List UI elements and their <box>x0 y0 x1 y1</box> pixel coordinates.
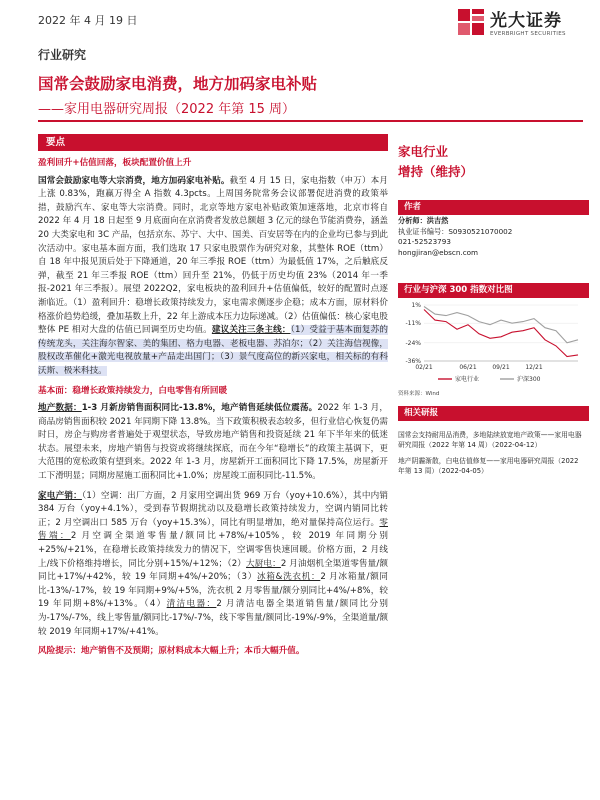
legend-label: 家电行业 <box>455 376 480 383</box>
risk-warning: 风险提示：地产销售不及预期；原材料成本大幅上升；本币大幅升值。 <box>38 646 305 657</box>
logo-text-en: EVERBRIGHT SECURITIES <box>490 31 566 37</box>
legend-label: 沪深300 <box>517 376 541 383</box>
main-column <box>38 134 388 659</box>
related-bar: 相关研报 <box>398 406 589 421</box>
chart-bar: 行业与沪深 300 指数对比图 <box>398 283 589 298</box>
related-reports <box>398 430 583 476</box>
report-date: 2022 年 4 月 19 日 <box>38 14 138 27</box>
doc-type: 行业研究 <box>38 48 87 62</box>
email: hongjiran@ebscn.com <box>398 247 479 257</box>
page-title: 国常会鼓励家电消费，地方加码家电补贴 <box>38 75 318 93</box>
logo-text: 光大证券 <box>490 11 562 31</box>
y-tick-label: -24% <box>405 339 421 347</box>
y-tick-label: -36% <box>405 358 421 365</box>
x-tick-label: 09/21 <box>492 364 510 371</box>
page-subtitle: ——家用电器研究周报（2022 年第 15 周） <box>38 102 296 117</box>
x-tick-label: 02/21 <box>415 364 433 371</box>
header-divider <box>38 120 583 122</box>
x-tick-label: 12/21 <box>525 364 543 371</box>
paragraph-3: 家电产销：（1）空调：出厂方面，2 月家用空调出货 969 万台（yoy+10.6%），其中内销 384 万台（yoy+4.1%），受到春节假期扰动以及稳增长政策持续发力，空调内销同比转正；2 月空调出口 585 万台（yoy+15.3%），同比有明显增加，绝对量保持高位运行。零售端：2 月空调全渠道零售量/额同比+78%/+105%，较 2019 年同期分别+25%/+21%，在稳增长政策持续发力的情况下，空调零售快速回暖。价格方面，2 月线上/线下价格维持增长，同比分别+15%/+12%；（2）大厨电：2 月油烟机全渠道零售量/额同比+17%/+42%，较 19 年同期+4%/+20%；（3）冰箱&洗衣机：2 月冰箱量/额同比-13%/-17%，较 19 年同期+9%/+5%，洗衣机 2 月零售量/额分别同比+4%/+8%，较 19 年同期+8%/+13%。（4）清洁电器：2 月清洁电器全渠道销售量/额同比分别为-17%/-7%，线上零售量/额同比-17%/-7%，线下零售量/额同比-19%/-9%，全渠道量/额较 2019 年同期+17%/+41%。 <box>38 490 388 637</box>
cert-number: 执业证书编号：S0930521070002 <box>398 226 513 236</box>
logo-mark-icon <box>458 9 484 35</box>
index-chart <box>398 299 583 391</box>
section-heading-2: 基本面：稳增长政策持续发力，白电零售有所回暖 <box>38 385 228 396</box>
phone: 021-52523793 <box>398 237 451 246</box>
y-tick-label: -11% <box>405 320 421 328</box>
section-heading-1: 盈利回升+估值回落，板块配置价值上升 <box>38 158 192 168</box>
rating: 增持（维持） <box>398 164 474 179</box>
logo <box>458 6 566 37</box>
author-info <box>398 216 583 258</box>
author-bar: 作者 <box>398 200 589 215</box>
section-bar-highlights: 要点 <box>38 134 388 151</box>
chart-svg <box>398 299 583 387</box>
related-item[interactable]: 地产阴霾渐散，白电估值修复——家用电器研究周报（2022 年第 13 周）（2022-04-05） <box>398 457 579 475</box>
related-item[interactable]: 国常会支持耐用品消费，多地陆续放宽地产政策——家用电器研究周报（2022 年第 14 周）（2022-04-12） <box>398 431 582 449</box>
chart-source: 资料来源：Wind <box>398 391 440 397</box>
industry-name: 家电行业 <box>398 144 449 159</box>
analyst-name: 分析师：洪吉然 <box>398 216 449 225</box>
paragraph-1: 国常会鼓励家电等大宗消费，地方加码家电补贴。截至 4 月 15 日，家电指数（申万）本月上涨 0.83%，跑赢万得全 A 指数 4.3pcts。上周国务院常务会议部署促进消费的政策举措，鼓励汽车、家电等大宗消费。同时，北京等地方家电补贴政策加速落地，北京市将自 2022 年 4 月 18 日起至 9 月底面向在京消费者发放总额超 3 亿元的绿色节能消费券，涵盖 20 大类家电和 3C 产品，包括京东、苏宁、大中、国美、百安居等在内的企业均已参与到此次活动中。家电基本面方面，我们选取 17 只家电股票作为研究对象，其整体 ROE（ttm）自 18 年中报见顶后处于下降通道，20 年三季报 ROE（ttm）为最低值 17%，之后触底反弹，截至 21 年三季报 ROE（ttm）回升至 21%，仍低于历史均值 23%（2014 年一季报-2021 年三季报）。展望 2022Q2，家电板块的盈利回升+估值偏低，较好的配置时点逐渐临近。（1）盈利回升：稳增长政策持续发力，家电需求侧逐步企稳；成本方面，原材料价格涨价趋势趋缓，叠加基数上升，22 年上游成本压力边际递减。（2）估值偏低：核心家电股整体 PE 相对大盘的估值已回调至历史均值。建议关注三条主线：（1）受益于基本面复苏的传统龙头，关注海尔智家、美的集团、格力电器、老板电器、苏泊尔；（2）关注海信视像，股权改革催化+激光电视放量+产品走出国门；（3）景气度高位的新兴家电，相关标的有科沃斯、极米科技。 <box>38 175 388 376</box>
y-tick-label: 1% <box>411 302 421 309</box>
x-tick-label: 06/21 <box>459 364 477 371</box>
series-line-industry <box>424 310 578 357</box>
paragraph-2: 地产数据：1-3 月新房销售面积同比-13.8%，地产销售延续低位震荡。2022 年 1-3 月，商品房销售面积较 2021 年同期下降 13.8%。当下政策积极表态较多，但行业信心恢复仍需时日，房企与购房者普遍处于观望状态，导致房地产销售和投资延续 21 年下半年来的低迷状态。展望未来，房地产销售与投资或将继续探底，而在今年“稳增长”的政策主基调下，更大范围的宽松政策有望到来。2022 年 1-3 月，房屋新开工面积同比下降 17.5%，房屋新开工下滑明显；同期房屋施工面积同比+1.0%；房屋竣工面积同比-11.5%。 <box>38 403 388 482</box>
